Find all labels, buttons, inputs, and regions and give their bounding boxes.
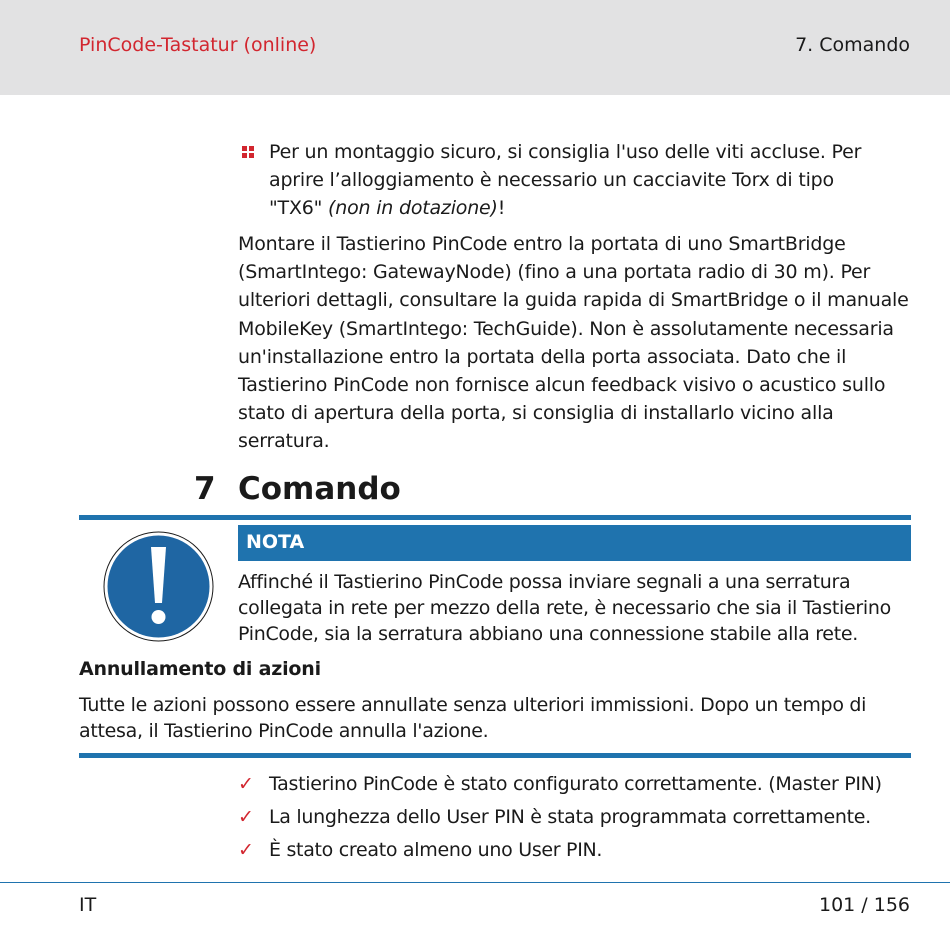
bullet-text	[269, 138, 878, 223]
note-top-divider	[79, 515, 911, 520]
checklist-item	[238, 834, 911, 867]
language-code: IT	[79, 894, 97, 916]
section-title: Comando	[238, 471, 401, 507]
checklist-item	[238, 801, 911, 834]
checklist-item-text: La lunghezza dello User PIN è stata programmata correttamente.	[269, 806, 871, 828]
note-banner	[238, 525, 911, 561]
note-label: NOTA	[246, 531, 305, 553]
exclamation-icon	[103, 531, 214, 642]
checklist	[238, 768, 911, 867]
cancel-text: Tutte le azioni possono essere annullate senza ulteriori immissioni. Dopo un tempo di attesa, il Tastierino PinCode annulla l'azione.	[79, 694, 867, 742]
bullet-square-icon	[242, 146, 254, 158]
page-header	[0, 0, 950, 95]
bullet-text-italic: (non in dotazione)	[328, 197, 498, 220]
chapter-reference: 7. Comando	[795, 34, 910, 56]
checklist-item-text: Tastierino PinCode è stato configurato correttamente. (Master PIN)	[269, 773, 882, 795]
bullet-text-end: !	[497, 197, 506, 220]
footer-divider	[0, 882, 950, 883]
checkmark-icon: ✓	[238, 806, 254, 828]
page-number: 101 / 156	[818, 894, 910, 916]
checklist-item-text: È stato creato almeno uno User PIN.	[269, 839, 603, 861]
document-title: PinCode-Tastatur (online)	[79, 34, 317, 56]
intro-paragraph: Montare il Tastierino PinCode entro la portata di uno SmartBridge (SmartIntego: GatewayNode) (fino a una portata radio di 30 m). Per ulteriori dettagli, consultare la guida rapida di SmartBridge o il manuale MobileKey (SmartIntego: TechGuide). Non è assolutamente necessaria un'installazione entro la portata della porta associata. Dato che il Tastierino PinCode non fornisce alcun feedback visivo o acustico sullo stato di apertura della porta, si consiglia di installarlo vicino alla serratura.	[238, 233, 909, 453]
section-number: 7	[194, 471, 216, 507]
checklist-item	[238, 768, 911, 801]
note-text: Affinché il Tastierino PinCode possa inviare segnali a una serratura collegata in rete per mezzo della rete, è necessario che sia il Tastierino PinCode, sia la serratura abbiano una connessione stabile alla rete.	[238, 571, 891, 645]
checkmark-icon: ✓	[238, 773, 254, 795]
cancel-heading: Annullamento di azioni	[79, 658, 321, 680]
note-bottom-divider	[79, 753, 911, 758]
checkmark-icon: ✓	[238, 839, 254, 861]
bullet-text-main: Per un montaggio sicuro, si consiglia l'uso delle viti accluse. Per aprire l’alloggiamento è necessario un cacciavite Torx di tipo "TX6"	[269, 141, 862, 220]
